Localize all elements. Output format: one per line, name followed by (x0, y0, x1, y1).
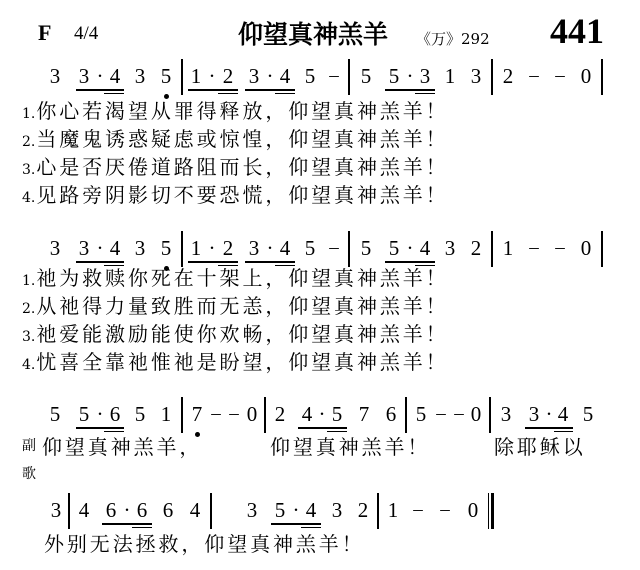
barline (264, 397, 266, 433)
hymn-source: 《万》292 (416, 30, 490, 48)
note: 4 (305, 498, 317, 522)
barline (348, 59, 350, 95)
note: 3 (331, 498, 343, 522)
note: 5 (78, 402, 90, 426)
key-signature: F (38, 20, 52, 45)
underline (76, 89, 124, 91)
note: 3 (248, 64, 260, 88)
note: 1 (387, 498, 399, 522)
dot: · (208, 236, 216, 260)
dot: · (406, 64, 414, 88)
note: 6 (162, 498, 174, 522)
note: 3 (49, 236, 61, 260)
underline (76, 427, 124, 429)
note: 2 (222, 236, 234, 260)
note: 5 (388, 236, 400, 260)
note: 5 (304, 236, 316, 260)
underline (327, 431, 347, 433)
dash: – (211, 403, 221, 424)
verse-line: 3.心是否厌倦道路阻而长，仰望真神羔羊！ (22, 155, 449, 179)
underline (132, 527, 152, 529)
dash: – (529, 237, 539, 258)
barline (491, 59, 493, 95)
note: 6 (385, 402, 397, 426)
note: 3 (78, 236, 90, 260)
underline (104, 93, 124, 95)
time-signature: 4/4 (74, 23, 99, 44)
note: 4 (301, 402, 313, 426)
note: 3 (470, 64, 482, 88)
underline (525, 427, 573, 429)
note: 2 (222, 64, 234, 88)
note: 1 (502, 236, 514, 260)
barline (210, 493, 212, 529)
underline (104, 431, 124, 433)
dot: · (96, 236, 104, 260)
dash: – (555, 237, 565, 258)
note: 0 (470, 402, 482, 426)
underline (554, 431, 573, 433)
dash: – (229, 403, 239, 424)
note: 4 (557, 402, 569, 426)
verse-line: 2.从祂得力量致胜而无恙，仰望真神羔羊！ (22, 294, 449, 318)
barline (181, 59, 183, 95)
note: 0 (580, 236, 592, 260)
underline (415, 93, 435, 95)
verse-line: 1.祂为救赎你死在十架上，仰望真神羔羊！ (22, 266, 449, 290)
barline (181, 397, 183, 433)
verse-line: 4.见路旁阴影切不要恐慌，仰望真神羔羊！ (22, 183, 449, 207)
note: 4 (279, 236, 291, 260)
note: 4 (419, 236, 431, 260)
note: 5 (582, 402, 594, 426)
note: 3 (248, 236, 260, 260)
final-barline (488, 493, 494, 529)
note: 2 (274, 402, 286, 426)
hymn-title: 仰望真神羔羊 (238, 20, 389, 49)
note: 5 (160, 236, 172, 260)
note: 4 (189, 498, 201, 522)
barline (348, 231, 350, 267)
dot: · (96, 402, 104, 426)
note: 6 (109, 402, 121, 426)
notation-row-4 (0, 497, 640, 529)
note: 0 (246, 402, 258, 426)
barline (489, 397, 491, 433)
dash: – (329, 237, 339, 258)
dot: · (266, 236, 274, 260)
dash: – (454, 403, 464, 424)
note: 4 (78, 498, 90, 522)
dot: · (292, 498, 300, 522)
dot: · (123, 498, 131, 522)
note: 1 (190, 236, 202, 260)
hymn-number: 441 (550, 11, 604, 51)
barline (377, 493, 379, 529)
note: 5 (160, 64, 172, 88)
barline (601, 59, 603, 95)
note: 3 (50, 498, 62, 522)
note: 4 (109, 236, 121, 260)
dash: – (529, 65, 539, 86)
note: 7 (191, 402, 203, 426)
dash: – (436, 403, 446, 424)
note: 5 (388, 64, 400, 88)
note: 0 (467, 498, 479, 522)
barline (491, 231, 493, 267)
underline (271, 523, 321, 525)
verse-line: 3.祂爱能激励能使你欢畅，仰望真神羔羊！ (22, 322, 449, 346)
note: 6 (105, 498, 117, 522)
underline (102, 523, 152, 525)
dot: · (318, 402, 326, 426)
underline (385, 89, 435, 91)
underline (76, 261, 124, 263)
dash: – (440, 499, 450, 520)
underline (298, 427, 347, 429)
underline (275, 93, 295, 95)
notation-row-2 (0, 235, 640, 267)
note: 5 (415, 402, 427, 426)
underline (188, 261, 238, 263)
dash: – (329, 65, 339, 86)
note: 2 (470, 236, 482, 260)
note: 3 (528, 402, 540, 426)
barline (601, 231, 603, 267)
chorus-mark: 歌 (22, 466, 36, 482)
note: 3 (419, 64, 431, 88)
note: 5 (360, 236, 372, 260)
note: 0 (580, 64, 592, 88)
note: 5 (134, 402, 146, 426)
verse-line: 2.当魔鬼诱惑疑虑或惊惶，仰望真神羔羊！ (22, 127, 449, 151)
note: 3 (134, 64, 146, 88)
note: 5 (331, 402, 343, 426)
note: 3 (49, 64, 61, 88)
note: 2 (357, 498, 369, 522)
note: 3 (500, 402, 512, 426)
note: 5 (49, 402, 61, 426)
dot: · (266, 64, 274, 88)
note: 6 (136, 498, 148, 522)
note: 3 (134, 236, 146, 260)
underline (301, 527, 321, 529)
dot: · (545, 402, 553, 426)
barline (405, 397, 407, 433)
note: 5 (360, 64, 372, 88)
verse-line: 4.忧喜全靠祂惟祂是盼望，仰望真神羔羊！ (22, 350, 449, 374)
note: 4 (109, 64, 121, 88)
note: 4 (279, 64, 291, 88)
dot: · (406, 236, 414, 260)
dot: · (96, 64, 104, 88)
underline (245, 89, 295, 91)
note: 1 (190, 64, 202, 88)
chorus-line: 外别无法拯救，仰望真神羔羊！ (44, 532, 365, 556)
chorus-mark: 副 (22, 438, 36, 454)
chorus-line: 仰望真神羔羊， (42, 435, 203, 459)
notation-row-1 (0, 63, 640, 95)
note: 1 (160, 402, 172, 426)
barline (181, 231, 183, 267)
underline (218, 93, 238, 95)
chorus-line: 仰望真神羔羊！ (270, 435, 431, 459)
barline (68, 493, 70, 529)
note: 7 (358, 402, 370, 426)
chorus-line: 除耶稣以 (494, 435, 586, 459)
note: 3 (444, 236, 456, 260)
dash: – (555, 65, 565, 86)
underline (188, 89, 238, 91)
note: 5 (304, 64, 316, 88)
underline (245, 261, 295, 263)
dot: · (208, 64, 216, 88)
dash: – (413, 499, 423, 520)
note: 3 (78, 64, 90, 88)
note: 3 (246, 498, 258, 522)
notation-row-3 (0, 401, 640, 433)
note: 5 (274, 498, 286, 522)
note: 1 (444, 64, 456, 88)
note: 2 (502, 64, 514, 88)
verse-line: 1.你心若渴望从罪得释放，仰望真神羔羊！ (22, 99, 449, 123)
underline (385, 261, 435, 263)
